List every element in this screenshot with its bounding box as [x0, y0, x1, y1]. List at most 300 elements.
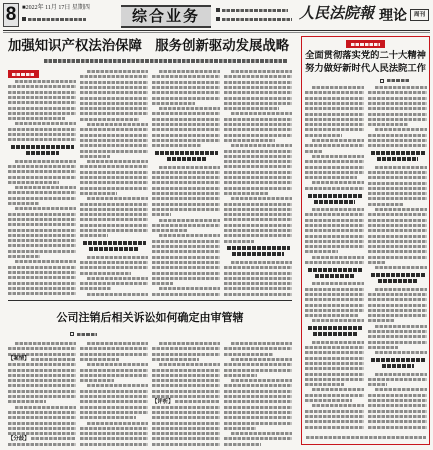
text-line	[80, 406, 148, 409]
text-line	[8, 223, 76, 226]
text-line	[368, 346, 398, 349]
text-column-case-4	[224, 342, 292, 446]
text-line	[224, 213, 292, 216]
text-line	[305, 261, 364, 264]
text-line	[305, 235, 364, 238]
text-line	[152, 293, 220, 296]
text-line	[375, 266, 427, 269]
text-line	[152, 406, 220, 409]
text-line	[368, 213, 427, 216]
text-column-case-2	[80, 342, 148, 446]
text-line	[312, 181, 364, 184]
case-author-marker	[70, 332, 74, 336]
text-line	[368, 139, 427, 142]
contact-phone-marker	[216, 8, 220, 12]
subhead-line	[155, 151, 218, 155]
text-line	[368, 113, 427, 116]
text-line	[305, 298, 364, 301]
section-banner: 综合业务	[121, 5, 211, 28]
text-line	[8, 234, 76, 237]
text-line	[224, 406, 292, 409]
text-line	[87, 70, 148, 73]
text-line	[224, 287, 292, 290]
text-line	[305, 304, 364, 307]
text-line	[8, 292, 76, 295]
text-line	[152, 422, 220, 425]
text-line	[224, 150, 292, 153]
text-line	[152, 379, 220, 382]
text-line	[152, 128, 220, 131]
text-line	[152, 427, 220, 430]
section-label-disagreement: 【分歧】	[8, 435, 30, 442]
text-line	[87, 123, 148, 126]
text-line	[368, 341, 427, 344]
subhead-line	[315, 274, 354, 278]
text-line	[224, 363, 292, 366]
text-line	[152, 384, 220, 387]
text-line	[305, 288, 364, 291]
text-line	[224, 427, 256, 430]
text-line	[368, 335, 427, 338]
text-line	[368, 410, 427, 413]
text-line	[305, 378, 364, 381]
text-line	[368, 319, 394, 322]
text-line	[80, 75, 148, 78]
text-line	[305, 166, 364, 169]
contact-email-marker	[216, 17, 220, 21]
text-line	[224, 118, 292, 121]
text-line	[31, 437, 76, 440]
text-line	[305, 128, 364, 131]
text-line	[152, 261, 220, 264]
text-line	[80, 86, 148, 89]
text-line	[152, 139, 220, 142]
text-line	[152, 347, 220, 350]
text-line	[152, 282, 173, 285]
article-divider	[8, 300, 292, 301]
main-headline: 加强知识产权法治保障 服务创新驱动发展战略	[8, 38, 290, 53]
text-line	[31, 358, 76, 361]
text-line	[8, 400, 46, 403]
text-line	[8, 347, 76, 350]
text-line	[368, 176, 427, 179]
page-number: 8	[3, 3, 19, 27]
text-line	[80, 134, 148, 137]
text-line	[312, 155, 364, 158]
text-line	[87, 197, 148, 200]
text-column-main-4	[224, 70, 292, 297]
text-line	[152, 176, 220, 179]
text-line	[152, 97, 220, 100]
text-line	[15, 122, 76, 125]
text-line	[224, 97, 292, 100]
text-line	[312, 282, 364, 285]
text-line	[8, 112, 76, 115]
text-line	[8, 282, 76, 285]
text-line	[80, 213, 148, 216]
text-line	[152, 353, 220, 356]
text-line	[8, 197, 76, 200]
text-line	[368, 250, 427, 253]
text-line	[152, 272, 220, 275]
text-line	[305, 394, 364, 397]
text-line	[312, 319, 364, 322]
subhead-line	[11, 145, 74, 149]
text-column-case-1	[8, 342, 76, 446]
text-column-side-2	[368, 86, 427, 430]
text-line	[224, 384, 292, 387]
text-line	[368, 378, 427, 381]
text-line	[368, 404, 427, 407]
text-line	[368, 293, 427, 296]
text-line	[87, 160, 148, 163]
text-line	[80, 272, 131, 275]
text-line	[159, 166, 220, 169]
text-line	[224, 369, 292, 372]
text-line	[152, 208, 220, 211]
text-line	[224, 171, 292, 174]
text-line	[368, 426, 427, 429]
text-line	[231, 112, 292, 115]
text-line	[152, 437, 220, 440]
text-line	[305, 293, 364, 296]
text-line	[152, 443, 220, 446]
text-line	[305, 346, 364, 349]
text-line	[80, 176, 148, 179]
newspaper-logo: 人民法院報	[299, 6, 375, 22]
side-column-tag	[346, 40, 385, 48]
text-column-main-3	[152, 70, 220, 297]
text-line	[152, 75, 220, 78]
text-line	[8, 117, 65, 120]
text-line	[224, 272, 292, 275]
text-line	[368, 219, 427, 222]
text-line	[305, 160, 364, 163]
text-line	[152, 91, 220, 94]
text-line	[152, 224, 220, 227]
text-line	[80, 192, 117, 195]
text-line	[368, 91, 427, 94]
text-line	[305, 351, 364, 354]
text-line	[305, 426, 364, 429]
text-line	[80, 171, 148, 174]
text-line	[80, 91, 148, 94]
text-line	[8, 411, 76, 414]
text-line	[8, 384, 76, 387]
text-line	[224, 75, 292, 78]
masthead-rule	[3, 30, 430, 31]
text-line	[8, 422, 76, 425]
text-line	[224, 277, 292, 280]
text-line	[152, 229, 187, 232]
text-line	[368, 182, 427, 185]
text-line	[224, 181, 292, 184]
text-line	[8, 176, 76, 179]
text-line	[224, 134, 292, 137]
text-line	[312, 86, 364, 89]
subhead-line	[377, 157, 418, 161]
text-line	[312, 208, 364, 211]
text-line	[87, 422, 148, 425]
text-line	[368, 415, 427, 418]
text-line	[224, 400, 292, 403]
text-line	[8, 369, 76, 372]
text-line	[305, 123, 364, 126]
text-line	[224, 416, 292, 419]
text-line	[15, 260, 76, 263]
text-line	[375, 373, 427, 376]
text-line	[231, 197, 292, 200]
text-line	[305, 250, 338, 253]
side-column-tag-text	[351, 43, 380, 46]
text-line	[224, 266, 292, 269]
text-line	[152, 144, 201, 147]
text-line	[159, 342, 220, 345]
text-line	[305, 176, 357, 179]
text-line	[175, 400, 220, 403]
text-line	[8, 138, 76, 141]
editor-line	[28, 18, 86, 21]
text-line	[87, 277, 148, 280]
text-line	[305, 144, 364, 147]
text-line	[368, 134, 427, 137]
text-line	[15, 406, 76, 409]
text-line	[152, 250, 220, 253]
text-line	[305, 91, 364, 94]
text-line	[368, 235, 427, 238]
text-line	[224, 128, 292, 131]
text-line	[305, 113, 364, 116]
side-headline-line1: 全面贯彻落实党的二十大精神	[305, 51, 426, 61]
subhead-line	[89, 247, 139, 251]
text-line	[224, 437, 292, 440]
case-author	[77, 333, 97, 336]
text-line	[368, 309, 427, 312]
text-line	[8, 374, 76, 377]
text-line	[80, 144, 148, 147]
text-line	[305, 134, 342, 137]
text-line	[375, 86, 427, 89]
column-tag-text	[12, 73, 35, 76]
text-line	[152, 134, 220, 137]
subhead-line	[167, 157, 206, 161]
text-line	[305, 213, 364, 216]
text-line	[80, 81, 148, 84]
text-line	[87, 342, 148, 345]
text-column-side-1	[305, 86, 364, 430]
subhead-line	[83, 241, 146, 245]
text-line	[224, 165, 292, 168]
text-line	[80, 432, 148, 435]
text-line	[375, 166, 427, 169]
text-line	[159, 107, 220, 110]
text-line	[152, 358, 199, 361]
text-line	[368, 102, 427, 105]
text-line	[305, 367, 364, 370]
subhead-line	[314, 200, 355, 204]
text-line	[305, 420, 364, 423]
text-line	[368, 261, 386, 264]
text-column-case-3	[152, 342, 220, 446]
text-line	[152, 171, 220, 174]
text-line	[80, 437, 148, 440]
text-line	[80, 165, 148, 168]
text-line	[80, 150, 148, 153]
subhead-line	[378, 279, 418, 283]
text-line	[87, 384, 148, 387]
text-line	[375, 325, 427, 328]
side-author	[387, 79, 409, 82]
text-line	[152, 203, 220, 206]
text-line	[152, 245, 220, 248]
text-line	[80, 118, 139, 121]
text-line	[8, 91, 76, 94]
text-line	[368, 187, 427, 190]
text-line	[224, 229, 292, 232]
text-line	[305, 383, 344, 386]
text-line	[368, 229, 427, 232]
text-line	[8, 416, 76, 419]
text-line	[8, 250, 76, 253]
text-line	[159, 363, 220, 366]
subhead-line	[308, 326, 362, 330]
text-line	[8, 202, 39, 205]
text-line	[8, 213, 76, 216]
text-line	[80, 261, 148, 264]
main-subtitle	[44, 59, 288, 63]
text-line	[305, 399, 352, 402]
text-line	[80, 107, 148, 110]
section-label-facts: 【案情】	[8, 356, 30, 363]
text-line	[80, 208, 148, 211]
text-line	[368, 245, 427, 248]
subhead-line	[308, 194, 362, 198]
text-line	[8, 85, 76, 88]
text-line	[8, 218, 76, 221]
text-line	[80, 390, 148, 393]
text-line	[8, 379, 76, 382]
text-line	[80, 112, 148, 115]
text-line	[224, 139, 275, 142]
supplement-name: 理论	[379, 7, 407, 23]
text-line	[305, 357, 364, 360]
text-line	[80, 224, 148, 227]
text-line	[224, 411, 292, 414]
text-line	[305, 410, 364, 413]
text-line	[375, 128, 427, 131]
text-line	[15, 186, 76, 189]
text-line	[152, 81, 220, 84]
text-line	[231, 261, 292, 264]
text-line	[80, 443, 148, 446]
text-line	[224, 353, 273, 356]
text-line	[80, 427, 148, 430]
text-line	[8, 239, 76, 242]
text-line	[305, 171, 364, 174]
text-line	[368, 224, 427, 227]
text-line	[80, 187, 148, 190]
text-line	[80, 266, 148, 269]
text-line	[305, 219, 364, 222]
text-line	[159, 234, 220, 237]
text-line	[312, 404, 364, 407]
text-line	[368, 394, 427, 397]
side-headline-line2: 努力做好新时代人民法院工作	[305, 64, 426, 74]
text-line	[224, 160, 292, 163]
text-line	[152, 123, 220, 126]
section-label-analysis: 【评析】	[152, 398, 174, 405]
text-line	[8, 229, 76, 232]
text-line	[8, 271, 76, 274]
text-line	[8, 170, 76, 173]
text-line	[368, 171, 427, 174]
text-line	[87, 293, 148, 296]
text-line	[305, 97, 364, 100]
text-line	[152, 213, 171, 216]
text-line	[152, 118, 220, 121]
text-line	[80, 234, 108, 237]
text-line	[8, 255, 40, 258]
text-line	[224, 91, 292, 94]
text-line	[152, 277, 220, 280]
text-line	[15, 160, 76, 163]
text-line	[8, 443, 76, 446]
text-line	[80, 218, 148, 221]
side-author-affiliation	[306, 436, 426, 439]
text-line	[152, 256, 220, 259]
text-line	[368, 144, 427, 147]
text-line	[305, 362, 364, 365]
text-line	[305, 229, 364, 232]
text-line	[8, 107, 76, 110]
supplement-badge: 周刊	[410, 9, 429, 21]
text-line	[224, 390, 292, 393]
text-line	[368, 197, 427, 200]
text-line	[375, 351, 427, 354]
text-line	[8, 133, 76, 136]
text-line	[80, 97, 148, 100]
text-line	[368, 107, 427, 110]
text-line	[312, 341, 364, 344]
text-line	[224, 192, 268, 195]
text-line	[224, 240, 254, 243]
text-line	[80, 155, 110, 158]
text-line	[152, 181, 220, 184]
text-column-main-2	[80, 70, 148, 297]
text-line	[305, 107, 364, 110]
text-line	[80, 395, 148, 398]
text-line	[368, 399, 427, 402]
editor-marker	[22, 17, 26, 21]
text-line	[152, 86, 220, 89]
text-line	[152, 197, 220, 200]
text-line	[231, 342, 292, 345]
text-line	[224, 374, 257, 377]
case-headline: 公司注销后相关诉讼如何确定由审管辖	[56, 312, 244, 324]
text-line	[368, 118, 427, 121]
text-line	[224, 422, 292, 425]
text-line	[368, 298, 427, 301]
text-line	[80, 400, 148, 403]
text-line	[231, 358, 292, 361]
text-line	[80, 128, 148, 131]
text-line	[152, 416, 220, 419]
text-line	[152, 266, 220, 269]
text-line	[368, 240, 427, 243]
text-line	[231, 379, 292, 382]
text-line	[224, 224, 292, 227]
text-line	[80, 347, 148, 350]
